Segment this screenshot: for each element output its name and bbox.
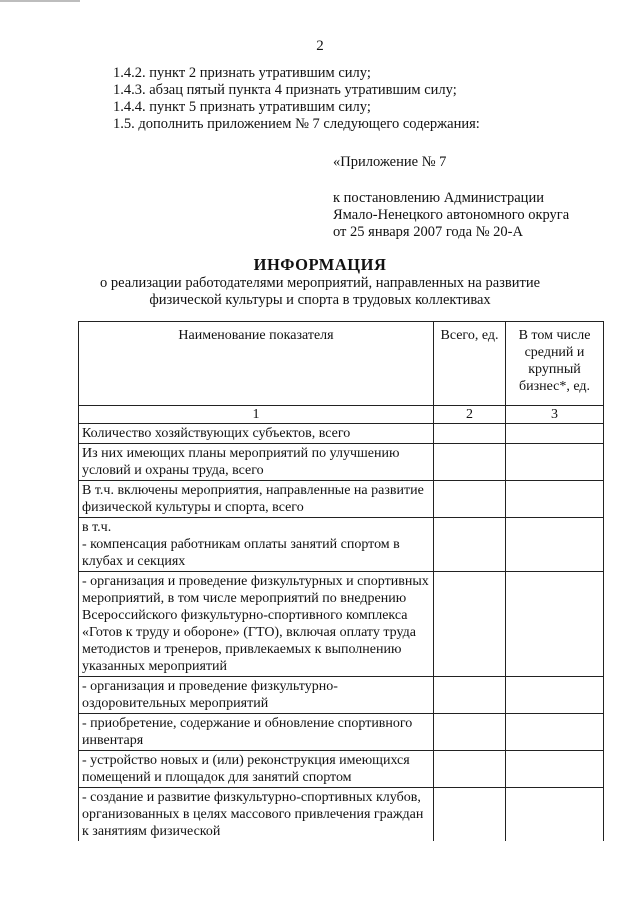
table-row bbox=[79, 788, 604, 842]
table-row bbox=[79, 444, 604, 481]
document-subtitle-line2: физической культуры и спорта в трудовых коллективах bbox=[149, 292, 491, 308]
table-row bbox=[79, 677, 604, 714]
document-subtitle-line1: о реализации работодателями мероприятий, направленных на развитие bbox=[99, 275, 541, 291]
indicators-table bbox=[78, 321, 604, 841]
scan-header-mark bbox=[0, 0, 80, 2]
indicator-name: В т.ч. включены мероприятия, направленные на развитие физической культуры и спорта, всего bbox=[79, 481, 434, 518]
total-cell bbox=[434, 518, 506, 572]
amendment-item: 1.5. дополнить приложением № 7 следующего содержания: bbox=[113, 116, 480, 132]
total-cell bbox=[434, 481, 506, 518]
total-cell bbox=[434, 751, 506, 788]
business-cell bbox=[506, 481, 604, 518]
column-number: 2 bbox=[434, 406, 506, 424]
indicator-name: - организация и проведение физкультурно-оздоровительных мероприятий bbox=[79, 677, 434, 714]
column-number-row bbox=[79, 406, 604, 424]
indicator-name: - организация и проведение физкультурных и спортивных мероприятий, в том числе мероприятий по внедрению Всероссийского физкультурно-спортивного комплекса «Готов к труду и обороне» (ГТО), включая оплату труда методистов и тренеров, привлекаемых к выполнению указанных мероприятий bbox=[79, 572, 434, 677]
table-row bbox=[79, 481, 604, 518]
business-cell bbox=[506, 714, 604, 751]
indicator-name: Количество хозяйствующих субъектов, всего bbox=[79, 424, 434, 444]
total-cell bbox=[434, 572, 506, 677]
column-number: 3 bbox=[506, 406, 604, 424]
total-cell bbox=[434, 424, 506, 444]
amendment-item: 1.4.3. абзац пятый пункта 4 признать утратившим силу; bbox=[113, 82, 457, 98]
table-row bbox=[79, 518, 604, 572]
indicator-name: - устройство новых и (или) реконструкция имеющихся помещений и площадок для занятий спортом bbox=[79, 751, 434, 788]
business-cell bbox=[506, 424, 604, 444]
total-cell bbox=[434, 444, 506, 481]
appendix-org: Ямало-Ненецкого автономного округа bbox=[333, 207, 570, 223]
header-total: Всего, ед. bbox=[434, 322, 506, 406]
table-row bbox=[79, 424, 604, 444]
table-row bbox=[79, 751, 604, 788]
business-cell bbox=[506, 444, 604, 481]
total-cell bbox=[434, 714, 506, 751]
amendment-item: 1.4.2. пункт 2 признать утратившим силу; bbox=[113, 65, 371, 81]
column-number: 1 bbox=[79, 406, 434, 424]
amendment-item: 1.4.4. пункт 5 признать утратившим силу; bbox=[113, 99, 371, 115]
business-cell bbox=[506, 788, 604, 842]
appendix-title: «Приложение № 7 bbox=[333, 154, 447, 170]
indicator-name: - приобретение, содержание и обновление спортивного инвентаря bbox=[79, 714, 434, 751]
page-number: 2 bbox=[316, 38, 324, 54]
document-heading: ИНФОРМАЦИЯ bbox=[253, 255, 387, 274]
indicator-name: - создание и развитие физкультурно-спортивных клубов, организованных в целях массового привлечения граждан к занятиям физической bbox=[79, 788, 434, 842]
table-row bbox=[79, 572, 604, 677]
total-cell bbox=[434, 677, 506, 714]
header-name: Наименование показателя bbox=[79, 322, 434, 406]
business-cell bbox=[506, 677, 604, 714]
appendix-to: к постановлению Администрации bbox=[333, 190, 544, 206]
total-cell bbox=[434, 788, 506, 842]
business-cell bbox=[506, 751, 604, 788]
appendix-date: от 25 января 2007 года № 20-А bbox=[333, 224, 523, 240]
table-row bbox=[79, 714, 604, 751]
header-business: В том числе средний и крупный бизнес*, ед. bbox=[506, 322, 604, 406]
business-cell bbox=[506, 572, 604, 677]
indicator-name: в т.ч. - компенсация работникам оплаты занятий спортом в клубах и секциях bbox=[79, 518, 434, 572]
business-cell bbox=[506, 518, 604, 572]
table-header-row bbox=[79, 322, 604, 406]
indicator-name: Из них имеющих планы мероприятий по улучшению условий и охраны труда, всего bbox=[79, 444, 434, 481]
